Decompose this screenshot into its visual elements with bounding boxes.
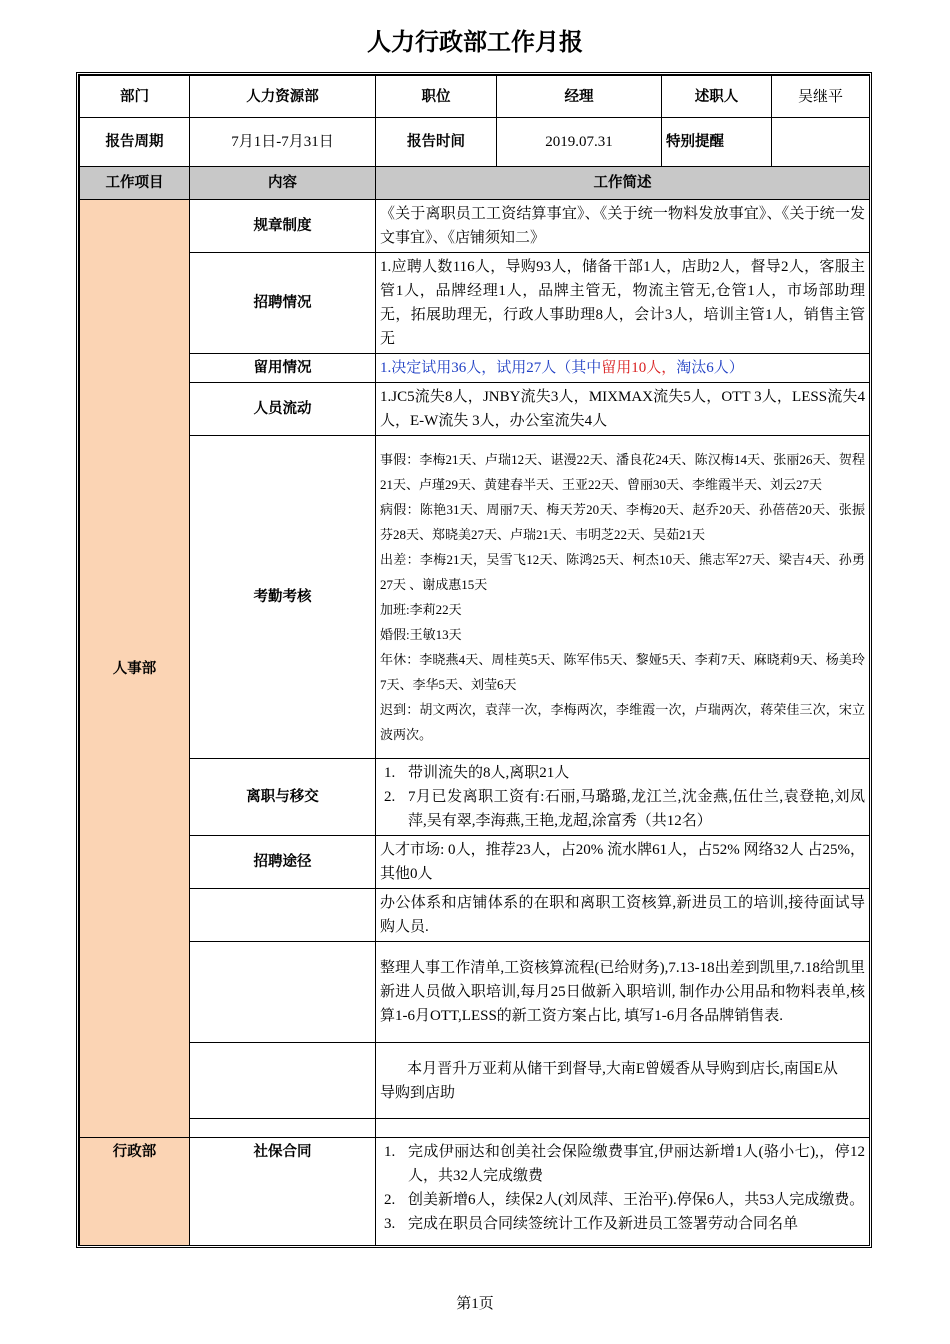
col-project: 工作项目 bbox=[80, 167, 190, 200]
attendance-line: 出差：李梅21天，吴雪飞12天、陈鸿25天、柯杰10天、熊志军27天、梁吉4天、孙勇27天 、谢成惠15天 bbox=[380, 552, 865, 592]
row-recruit bbox=[80, 253, 870, 354]
dept-label: 部门 bbox=[80, 76, 190, 118]
header-row-2 bbox=[80, 118, 870, 167]
reporter-label: 述职人 bbox=[662, 76, 772, 118]
attendance-line: 迟到：胡文两次，袁萍一次，李梅两次，李维霞一次，卢瑞两次，蒋荣佳三次，宋立波两次。 bbox=[380, 702, 865, 742]
row-extra-1 bbox=[80, 889, 870, 942]
time-label: 报告时间 bbox=[376, 118, 497, 167]
retain-part-3: 淘汰6人） bbox=[676, 360, 744, 376]
list-item: 2. 7月已发离职工资有:石丽,马璐璐,龙江兰,沈金燕,伍仕兰,袁登艳,刘凤萍,吴有翠,李海燕,王艳,龙超,涂富秀（共12名） bbox=[384, 789, 865, 829]
page-number: 第1页 bbox=[456, 1296, 494, 1312]
attendance-line: 加班:李莉22天 bbox=[380, 602, 462, 617]
extra-1-label bbox=[190, 889, 376, 942]
blank-text bbox=[376, 1119, 870, 1138]
row-retain bbox=[80, 354, 870, 383]
row-attendance bbox=[80, 436, 870, 759]
report-table-frame bbox=[76, 72, 872, 1248]
list-item: 1. 带训流失的8人,离职21人 bbox=[384, 765, 570, 781]
channel-label: 招聘途径 bbox=[190, 836, 376, 889]
flow-label: 人员流动 bbox=[190, 383, 376, 436]
attendance-text bbox=[376, 436, 870, 759]
list-item: 1. 完成伊丽达和创美社会保险缴费事宜,伊丽达新增1人(骆小七),，停12人，共32人完成缴费 bbox=[384, 1144, 865, 1184]
section-hr: 人事部 bbox=[80, 200, 190, 1138]
period-value: 7月1日-7月31日 bbox=[190, 118, 376, 167]
extra-3-text bbox=[376, 1043, 870, 1119]
rules-label: 规章制度 bbox=[190, 200, 376, 253]
blank-label bbox=[190, 1119, 376, 1138]
attendance-line: 年休：李晓燕4天、周桂英5天、陈军伟5天、黎娅5天、李莉7天、麻晓莉9天、杨美玲7天、李华5天、刘莹6天 bbox=[380, 652, 865, 692]
social-contract-text bbox=[376, 1138, 870, 1249]
extra-3-line-1: 本月晋升万亚莉从储干到督导,大南E曾媛香从导购到店长,南国E从 bbox=[407, 1060, 838, 1077]
row-flow bbox=[80, 383, 870, 436]
col-content: 内容 bbox=[190, 167, 376, 200]
attendance-line: 病假：陈艳31天、周丽7天、梅天芳20天、李梅20天、赵乔20天、孙蓓蓓20天、张振芬28天、郑晓美27天、卢瑞21天、韦明芝22天、吴茹21天 bbox=[380, 502, 865, 542]
period-label: 报告周期 bbox=[80, 118, 190, 167]
row-admin bbox=[80, 1138, 870, 1249]
rules-text: 《关于离职员工工资结算事宜》、《关于统一物料发放事宜》、《关于统一发文事宜》、《店铺须知二》 bbox=[376, 200, 870, 253]
extra-2-text: 整理人事工作清单,工资核算流程(已给财务),7.13-18出差到凯里,7.18给凯里新进人员做入职培训,每月25日做新入职培训, 制作办公用品和物料表单,核算1-6月OTT,LESS的新工资方案占比, 填写1-6月各品牌销售表. bbox=[376, 942, 870, 1043]
retain-part-1: 1.决定试用36人，试用27人（其中 bbox=[380, 360, 602, 376]
retain-part-2: 留用10人， bbox=[601, 360, 677, 376]
list-item: 2. 创美新增6人，续保2人(刘凤萍、王治平).停保6人，共53人完成缴费。 bbox=[384, 1192, 865, 1208]
attendance-line: 事假：李梅21天、卢瑞12天、谌漫22天、潘良花24天、陈汉梅14天、张丽26天、贺程21天、卢瑾29天、黄建春半天、王亚22天、曾丽30天、李维霞半天、刘云27天 bbox=[380, 452, 865, 492]
row-channel bbox=[80, 836, 870, 889]
dept-value: 人力资源部 bbox=[190, 76, 376, 118]
position-label: 职位 bbox=[376, 76, 497, 118]
retain-text bbox=[376, 354, 870, 383]
flow-text: 1.JC5流失8人，JNBY流失3人，MIXMAX流失5人，OTT 3人，LESS流失4人，E-W流失 3人，办公室流失4人 bbox=[376, 383, 870, 436]
time-value: 2019.07.31 bbox=[497, 118, 662, 167]
row-rules bbox=[80, 200, 870, 253]
channel-text: 人才市场: 0人，推荐23人，占20% 流水牌61人，占52% 网络32人 占25%，其他0人 bbox=[376, 836, 870, 889]
social-contract-label: 社保合同 bbox=[190, 1138, 376, 1249]
attendance-line: 婚假:王敏13天 bbox=[380, 627, 462, 642]
retain-label: 留用情况 bbox=[190, 354, 376, 383]
attendance-label: 考勤考核 bbox=[190, 436, 376, 759]
section-admin: 行政部 bbox=[80, 1138, 190, 1249]
header-row-1 bbox=[80, 76, 870, 118]
leave-label: 离职与移交 bbox=[190, 759, 376, 836]
leave-text bbox=[376, 759, 870, 836]
position-value: 经理 bbox=[497, 76, 662, 118]
row-extra-2 bbox=[80, 942, 870, 1043]
recruit-text: 1.应聘人数116人，导购93人，储备干部1人，店助2人，督导2人，客服主管1人，品牌经理1人，品牌主管无，物流主管无,仓管1人，市场部助理无，拓展助理无，行政人事助理8人，会计3人，培训主管1人，销售主管无 bbox=[376, 253, 870, 354]
remind-value bbox=[772, 118, 870, 167]
row-extra-3 bbox=[80, 1043, 870, 1119]
col-summary: 工作简述 bbox=[376, 167, 870, 200]
row-blank bbox=[80, 1119, 870, 1138]
page-title: 人力行政部工作月报 bbox=[367, 28, 583, 56]
remind-label: 特别提醒 bbox=[662, 118, 772, 167]
recruit-label: 招聘情况 bbox=[190, 253, 376, 354]
report-table bbox=[79, 75, 870, 1248]
reporter-value: 吴继平 bbox=[772, 76, 870, 118]
extra-3-label bbox=[190, 1043, 376, 1119]
row-leave bbox=[80, 759, 870, 836]
column-header-row bbox=[80, 167, 870, 200]
list-item: 3. 完成在职员合同续签统计工作及新进员工签署劳动合同名单 bbox=[384, 1216, 799, 1232]
extra-2-label bbox=[190, 942, 376, 1043]
extra-1-text: 办公体系和店铺体系的在职和离职工资核算,新进员工的培训,接待面试导购人员. bbox=[376, 889, 870, 942]
extra-3-line-2: 导购到店助 bbox=[380, 1084, 456, 1101]
